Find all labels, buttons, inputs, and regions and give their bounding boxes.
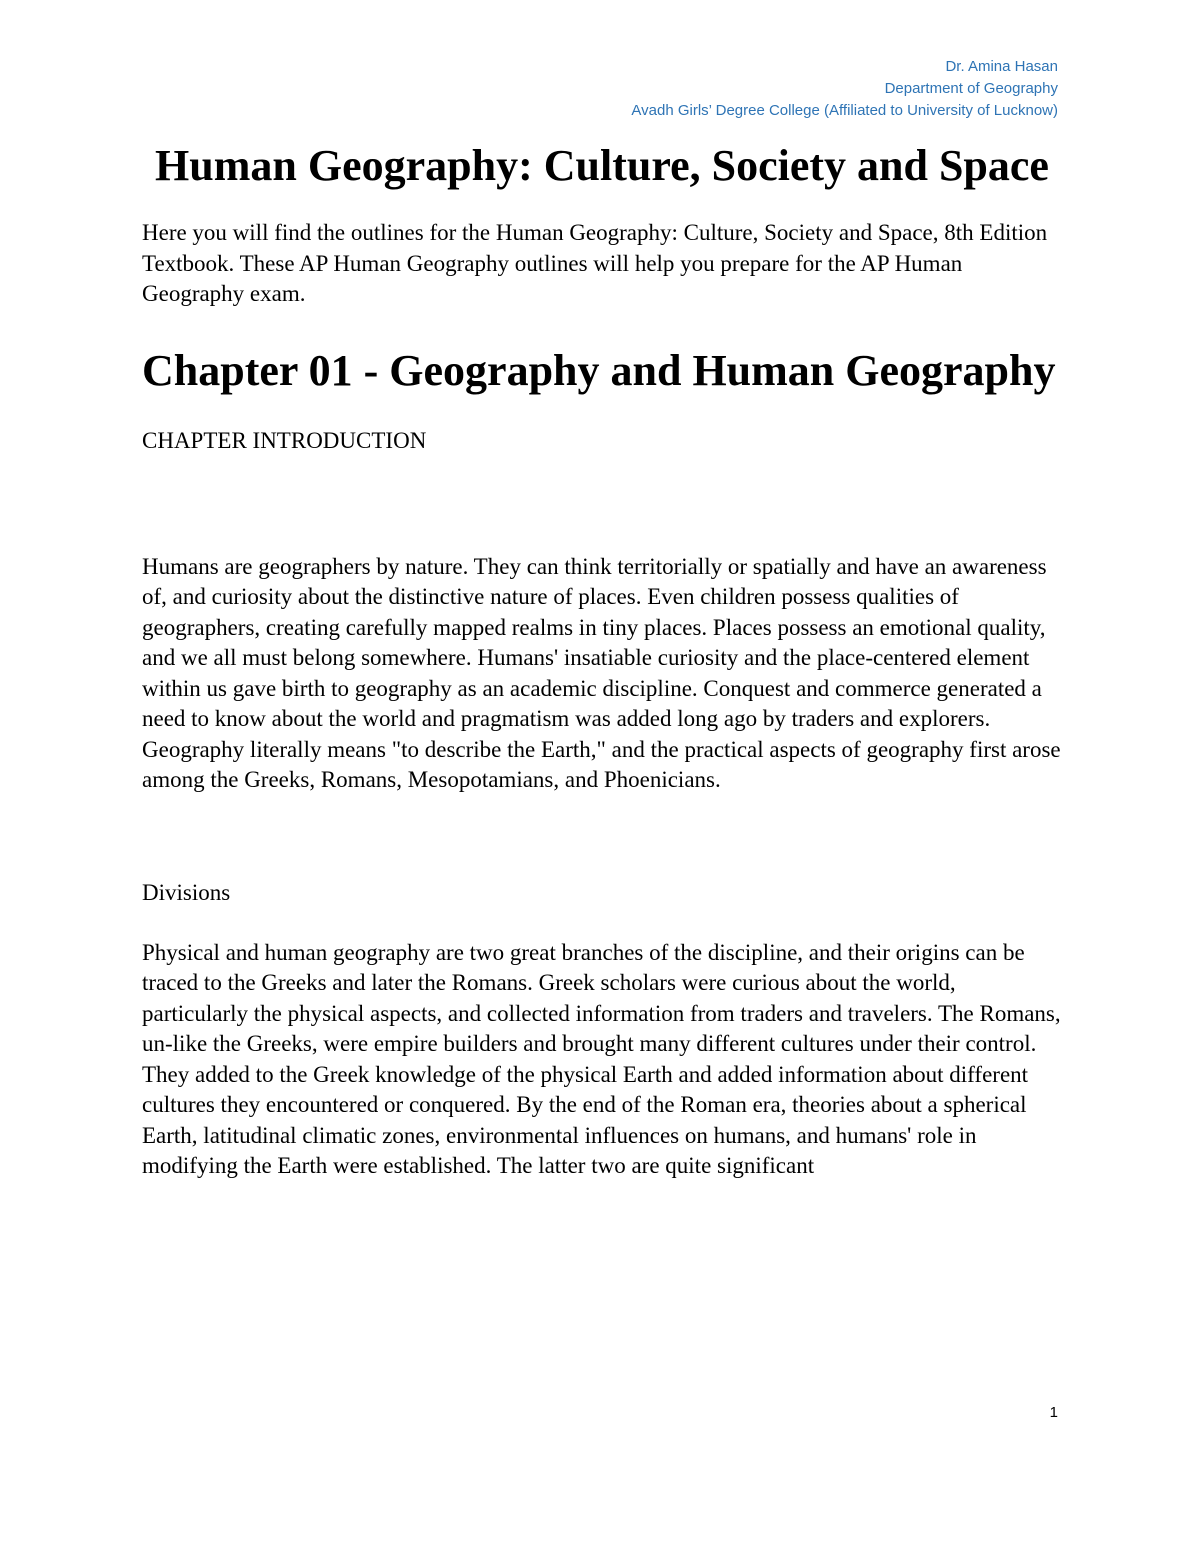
spacer (142, 796, 1062, 878)
chapter-intro-paragraph: Humans are geographers by nature. They can think territorially or spatially and have an awareness of, and curiosity about the distinctive nature of places. Even children possess qualities of geographers, creating carefully mapped realms in tiny places. Places possess an emotional quality, and we all must belong somewhere. Humans' insatiable curiosity and the place-centered element within us gave birth to geography as an academic discipline. Conquest and commerce generated a need to know about the world and pragmatism was added long ago by traders and explorers. Geography literally means "to describe the Earth," and the practical aspects of geography first arose among the Greeks, Romans, Mesopotamians, and Phoenicians. (142, 553, 1061, 792)
page-number: 1 (1049, 1404, 1058, 1421)
divisions-heading: Divisions (142, 879, 231, 905)
header-author: Dr. Amina Hasan (945, 58, 1058, 75)
chapter-title: Chapter 01 - Geography and Human Geography (142, 345, 1056, 395)
chapter-intro-heading: CHAPTER INTRODUCTION (142, 427, 427, 453)
page-content (142, 138, 1062, 1182)
header-college: Avadh Girls’ Degree College (Affiliated to University of Lucknow) (631, 102, 1058, 119)
document-title: Human Geography: Culture, Society and Space (155, 141, 1049, 190)
header-department: Department of Geography (884, 80, 1058, 97)
spacer (142, 908, 1062, 938)
spacer (142, 456, 1062, 552)
divisions-paragraph: Physical and human geography are two great branches of the discipline, and their origins can be traced to the Greeks and later the Romans. Greek scholars were curious about the world, particularly the physical aspects, and collected information from traders and travelers. The Romans, un-like the Greeks, were empire builders and brought many different cultures under their control. They added to the Greek knowledge of the physical Earth and added information about different cultures they encountered or conquered. By the end of the Roman era, theories about a spherical Earth, latitudinal climatic zones, environmental influences on humans, and humans' role in modifying the Earth were established. The latter two are quite significant (142, 939, 1061, 1178)
intro-paragraph: Here you will find the outlines for the Human Geography: Culture, Society and Space, 8th Edition Textbook. These AP Human Geography outlines will help you prepare for the AP Human Geography exam. (142, 220, 1048, 306)
page-header (631, 56, 1058, 122)
